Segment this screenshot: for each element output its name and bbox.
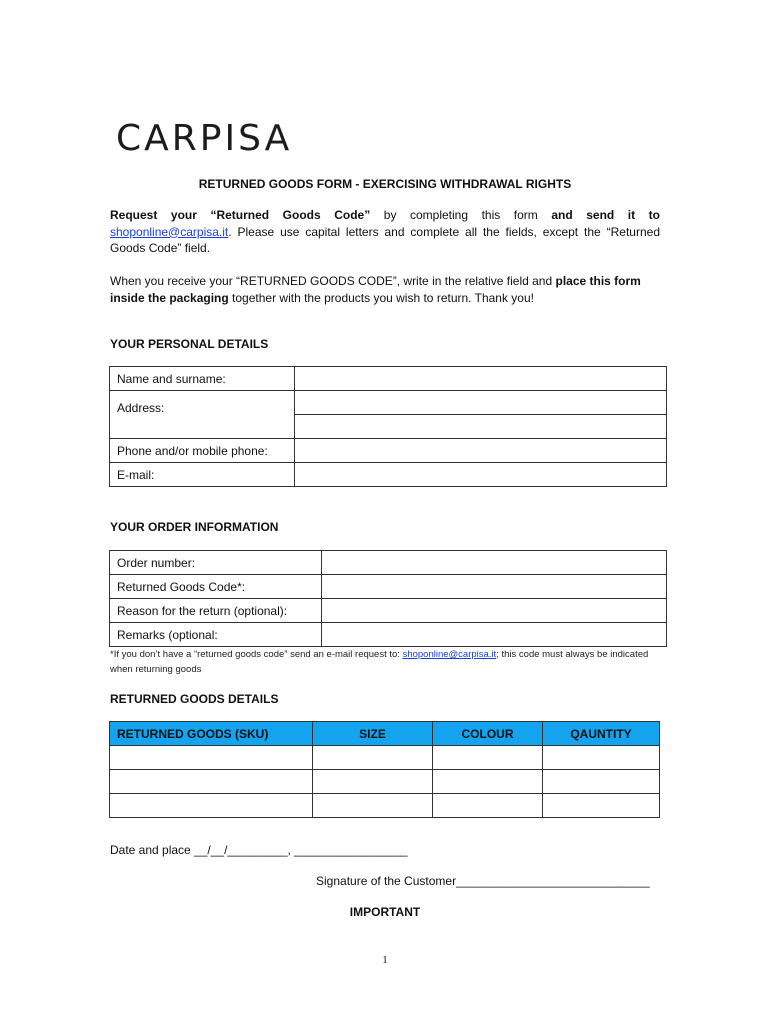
page-number: 1 bbox=[382, 954, 388, 966]
intro-email-link[interactable]: shoponline@carpisa.it bbox=[110, 224, 229, 239]
address-field-line-1[interactable] bbox=[295, 391, 667, 415]
email-field[interactable] bbox=[295, 463, 667, 487]
table-row bbox=[110, 439, 667, 463]
instructions-paragraph bbox=[110, 273, 660, 306]
order-info-heading: YOUR ORDER INFORMATION bbox=[110, 520, 279, 534]
intro-bold-start: Request your “Returned Goods Code” bbox=[110, 208, 371, 222]
colour-cell[interactable] bbox=[433, 770, 543, 794]
name-label: Name and surname: bbox=[110, 367, 295, 391]
colour-cell[interactable] bbox=[433, 794, 543, 818]
personal-details-table bbox=[109, 366, 667, 487]
size-cell[interactable] bbox=[313, 770, 433, 794]
table-row bbox=[110, 794, 660, 818]
intro-bold-mid: and send it to bbox=[551, 208, 660, 222]
size-cell[interactable] bbox=[313, 794, 433, 818]
table-row bbox=[110, 575, 667, 599]
sku-cell[interactable] bbox=[110, 794, 313, 818]
order-number-label: Order number: bbox=[110, 551, 322, 575]
note-end: ; this code must always be indicated when returning goods bbox=[110, 649, 649, 675]
note-email-link[interactable]: shoponline@carpisa.it bbox=[402, 649, 497, 660]
sku-cell[interactable] bbox=[110, 770, 313, 794]
reason-label: Reason for the return (optional): bbox=[110, 599, 322, 623]
sku-cell[interactable] bbox=[110, 746, 313, 770]
order-number-field[interactable] bbox=[322, 551, 667, 575]
remarks-label: Remarks (optional: bbox=[110, 623, 322, 647]
note-start: *If you don’t have a “returned goods code” send an e-mail request to: bbox=[110, 649, 403, 660]
quantity-cell[interactable] bbox=[543, 770, 660, 794]
intro-paragraph bbox=[110, 207, 660, 257]
address-label: Address: bbox=[110, 391, 295, 439]
remarks-field[interactable] bbox=[322, 623, 667, 647]
reason-field[interactable] bbox=[322, 599, 667, 623]
intro-mid: by completing this form bbox=[370, 208, 552, 222]
email-label: E-mail: bbox=[110, 463, 295, 487]
instructions-bold: place this form inside the packaging bbox=[110, 274, 641, 305]
phone-field[interactable] bbox=[295, 439, 667, 463]
table-row bbox=[110, 551, 667, 575]
column-header-sku: RETURNED GOODS (SKU) bbox=[110, 722, 313, 746]
table-row bbox=[110, 367, 667, 391]
important-heading: IMPORTANT bbox=[349, 905, 421, 919]
instructions-start: When you receive your “RETURNED GOODS CODE”, write in the relative field and bbox=[110, 274, 556, 288]
column-header-quantity: QAUNTITY bbox=[543, 722, 660, 746]
date-and-place-line: Date and place __/__/_________, _________________ bbox=[110, 843, 408, 857]
size-cell[interactable] bbox=[313, 746, 433, 770]
table-header-row bbox=[110, 722, 660, 746]
colour-cell[interactable] bbox=[433, 746, 543, 770]
order-info-table bbox=[109, 550, 667, 647]
column-header-size: SIZE bbox=[313, 722, 433, 746]
name-field[interactable] bbox=[295, 367, 667, 391]
quantity-cell[interactable] bbox=[543, 794, 660, 818]
form-title: RETURNED GOODS FORM - EXERCISING WITHDRAWAL RIGHTS bbox=[198, 177, 572, 191]
carpisa-logo: CARPISA bbox=[116, 118, 293, 159]
signature-line: Signature of the Customer_____________________________ bbox=[316, 874, 650, 888]
address-field-line-2[interactable] bbox=[295, 415, 667, 439]
table-row bbox=[110, 463, 667, 487]
table-row bbox=[110, 391, 667, 415]
instructions-end: together with the products you wish to return. Thank you! bbox=[228, 290, 534, 305]
intro-rest: . Please use capital letters and complete all the fields, except the “Returned Goods Code” field. bbox=[110, 224, 660, 255]
returned-goods-table bbox=[109, 721, 660, 818]
quantity-cell[interactable] bbox=[543, 746, 660, 770]
table-row bbox=[110, 746, 660, 770]
returned-goods-heading: RETURNED GOODS DETAILS bbox=[110, 692, 279, 706]
table-row bbox=[110, 623, 667, 647]
table-row bbox=[110, 599, 667, 623]
column-header-colour: COLOUR bbox=[433, 722, 543, 746]
phone-label: Phone and/or mobile phone: bbox=[110, 439, 295, 463]
table-row bbox=[110, 770, 660, 794]
personal-details-heading: YOUR PERSONAL DETAILS bbox=[110, 337, 269, 351]
code-footnote bbox=[110, 647, 670, 677]
returned-goods-code-field[interactable] bbox=[322, 575, 667, 599]
returned-goods-code-label: Returned Goods Code*: bbox=[110, 575, 322, 599]
